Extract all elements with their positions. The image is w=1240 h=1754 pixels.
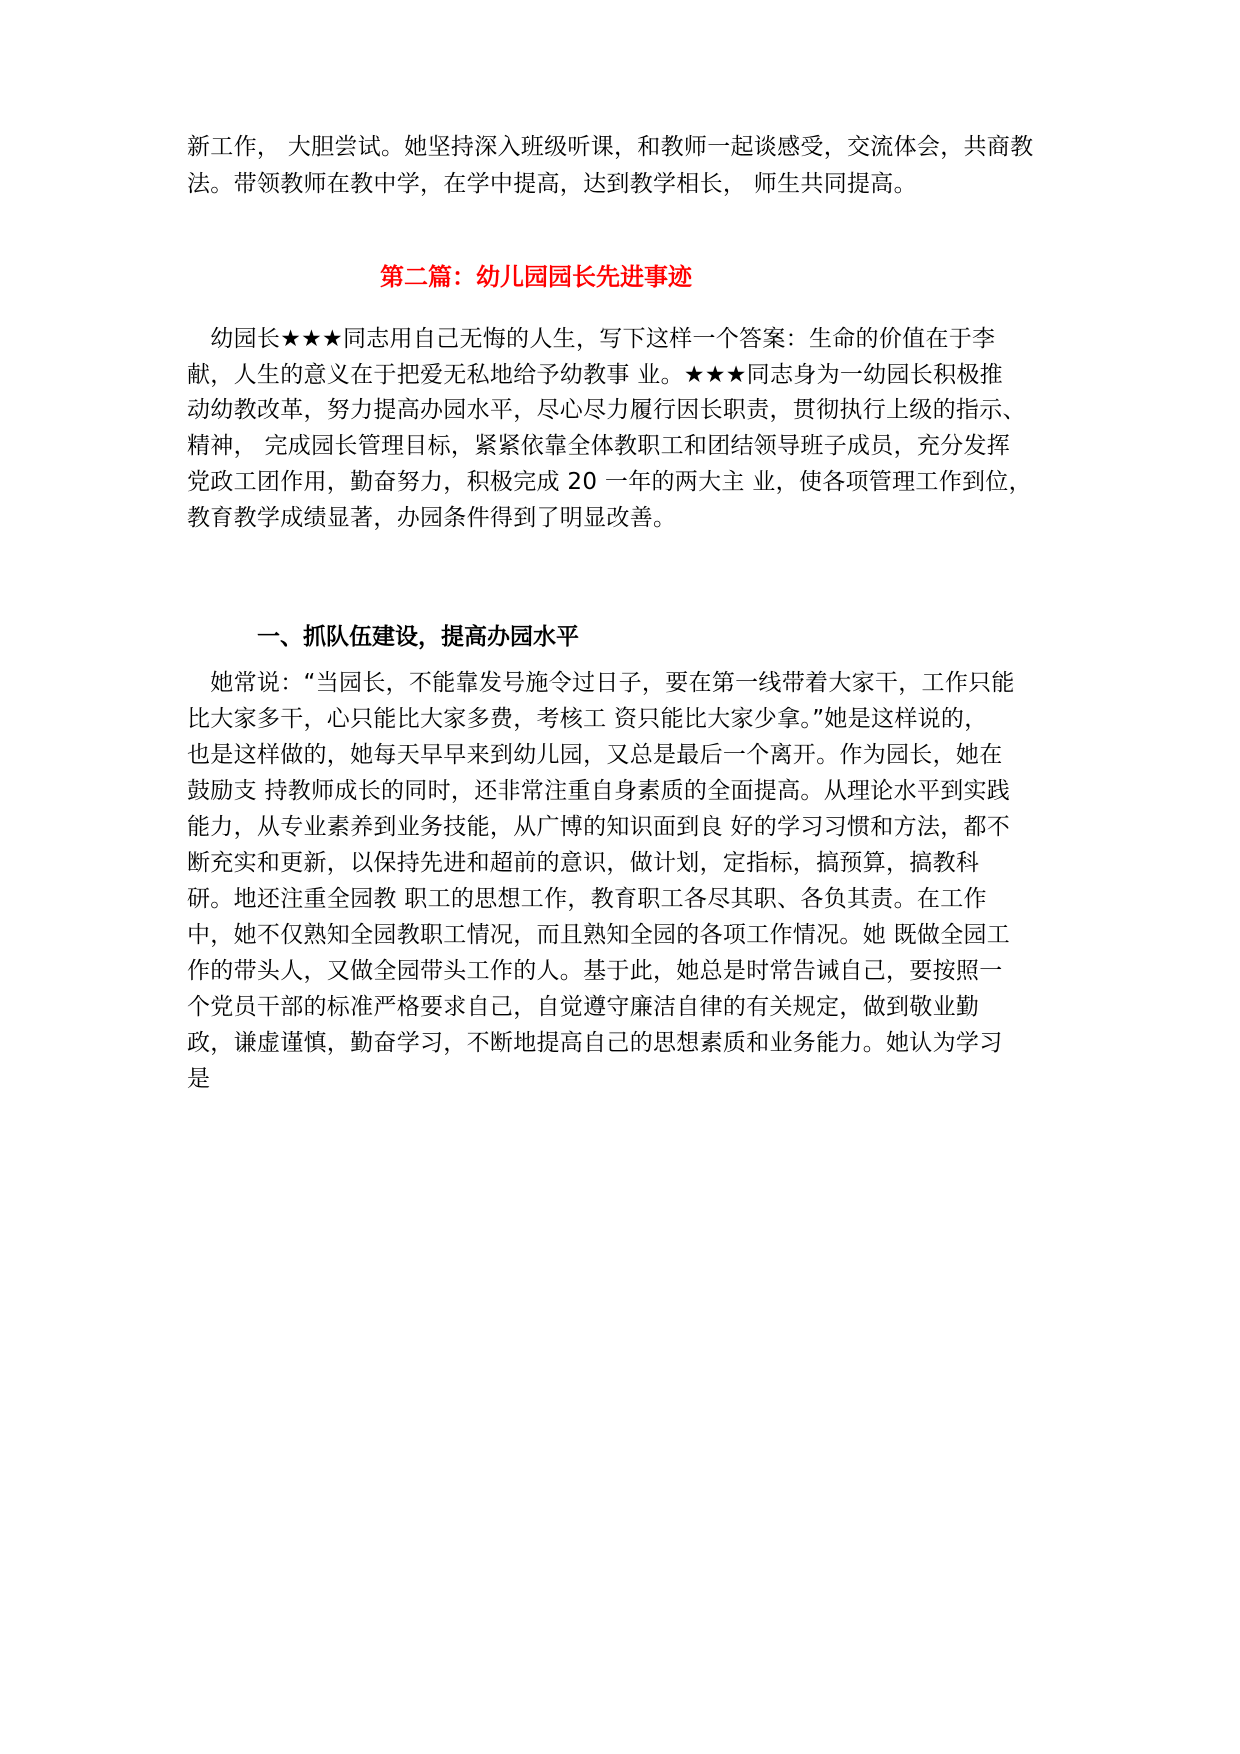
- section-heading: 一、抓队伍建设，提高办园水平: [257, 624, 579, 650]
- paragraph2-line: 研。地还注重全园教 职工的思想工作，教育职工各尽其职、各负其责。在工作: [187, 886, 987, 912]
- paragraph1-line: 党政工团作用，勤奋努力，积极完成 20 一年的两大主 业，使各项管理工作到位，: [187, 469, 1032, 495]
- intro-line: 新工作， 大胆尝试。她坚持深入班级听课，和教师一起谈感受，交流体会，共商教: [187, 134, 1034, 160]
- paragraph2-line: 也是这样做的，她每天早早来到幼儿园，又总是最后一个离开。作为园长，她在: [187, 742, 1003, 768]
- paragraph1-line: 教育教学成绩显著，办园条件得到了明显改善。: [187, 505, 677, 531]
- paragraph2-line: 是: [187, 1066, 211, 1092]
- paragraph1-line: 献，人生的意义在于把爱无私地给予幼教事 业。★★★同志身为一幼园长积极推: [187, 362, 1003, 388]
- paragraph2-line: 断充实和更新，以保持先进和超前的意识，做计划，定指标，搞预算，搞教科: [187, 850, 980, 876]
- paragraph2-line: 个党员干部的标准严格要求自己，自觉遵守廉洁自律的有关规定，做到敬业勤: [187, 994, 980, 1020]
- paragraph2-line: 政，谦虚谨慎，勤奋学习，不断地提高自己的思想素质和业务能力。她认为学习: [187, 1030, 1003, 1056]
- paragraph1-line: 动幼教改革，努力提高办园水平，尽心尽力履行因长职责，贯彻执行上级的指示、: [187, 397, 1026, 423]
- paragraph2-line: 比大家多干，心只能比大家多费，考核工 资只能比大家少拿。”她是这样说的，: [187, 706, 988, 732]
- paragraph2-line: 中，她不仅熟知全园教职工情况，而且熟知全园的各项工作情况。她 既做全园工: [187, 922, 1011, 948]
- paragraph2-line: 作的带头人，又做全园带头工作的人。基于此，她总是时常告诫自己，要按照一: [187, 958, 1003, 984]
- paragraph1-line: 精神， 完成园长管理目标，紧紧依靠全体教职工和团结领导班子成员，充分发挥: [187, 433, 1011, 459]
- paragraph2-line: 鼓励支 持教师成长的同时，还非常注重自身素质的全面提高。从理论水平到实践: [187, 778, 1011, 804]
- paragraph1-line: 幼园长★★★同志用自己无悔的人生，写下这样一个答案：生命的价值在于李: [187, 326, 996, 352]
- paragraph2-line: 能力，从专业素养到业务技能，从广博的知识面到良 好的学习习惯和方法，都不: [187, 814, 1011, 840]
- article-title: 第二篇：幼儿园园长先进事迹: [380, 263, 692, 291]
- intro-line: 法。带领教师在教中学，在学中提高，达到教学相长， 师生共同提高。: [187, 171, 917, 197]
- paragraph2-line: 她常说：“当园长，不能靠发号施令过日子，要在第一线带着大家干，工作只能: [187, 670, 1015, 696]
